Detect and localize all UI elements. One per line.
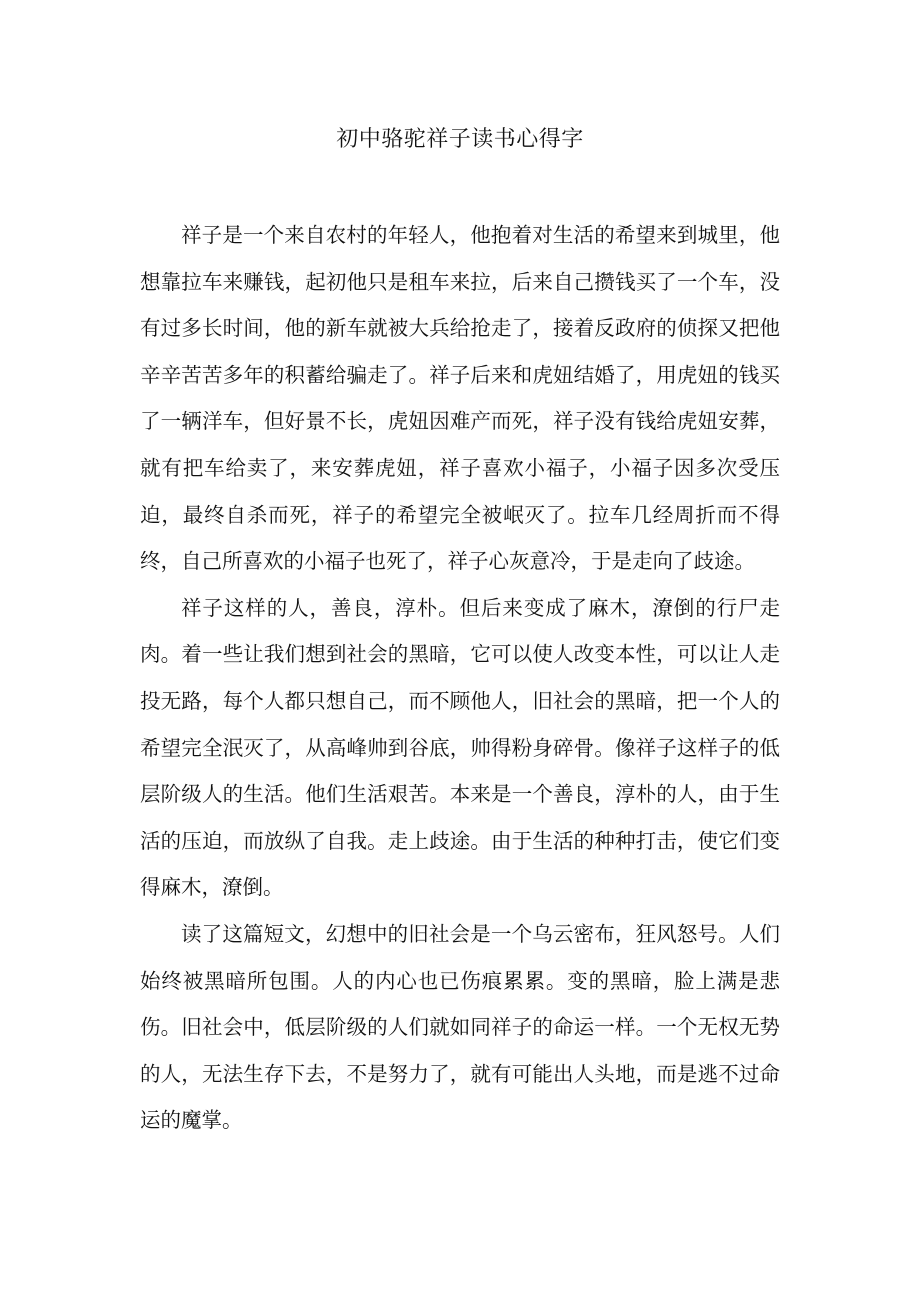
document-body (140, 212, 780, 1144)
paragraph-1: 祥子是一个来自农村的年轻人，他抱着对生活的希望来到城里，他想靠拉车来赚钱，起初他只是租车来拉，后来自己攒钱买了一个车，没有过多长时间，他的新车就被大兵给抢走了，接着反政府的侦探又把他辛辛苦苦多年的积蓄给骗走了。祥子后来和虎妞结婚了，用虎妞的钱买了一辆洋车，但好景不长，虎妞因难产而死，祥子没有钱给虎妞安葬，就有把车给卖了，来安葬虎妞，祥子喜欢小福子，小福子因多次受压迫，最终自杀而死，祥子的希望完全被岷灭了。拉车几经周折而不得终，自己所喜欢的小福子也死了，祥子心灰意冷，于是走向了歧途。 (140, 223, 780, 574)
document-title: 初中骆驼祥子读书心得字 (336, 127, 584, 152)
paragraph-3: 读了这篇短文，幻想中的旧社会是一个乌云密布，狂风怒号。人们始终被黑暗所包围。人的内心也已伤痕累累。变的黑暗，脸上满是悲伤。旧社会中，低层阶级的人们就如同祥子的命运一样。一个无权无势的人，无法生存下去，不是努力了，就有可能出人头地，而是逃不过命运的魔掌。 (140, 921, 780, 1133)
paragraph-2: 祥子这样的人，善良，淳朴。但后来变成了麻木，潦倒的行尸走肉。着一些让我们想到社会的黑暗，它可以使人改变本性，可以让人走投无路，每个人都只想自己，而不顾他人，旧社会的黑暗，把一个人的希望完全泯灭了，从高峰帅到谷底，帅得粉身碎骨。像祥子这样子的低层阶级人的生活。他们生活艰苦。本来是一个善良，淳朴的人，由于生活的压迫，而放纵了自我。走上歧途。由于生活的种种打击，使它们变得麻木，潦倒。 (140, 595, 780, 900)
